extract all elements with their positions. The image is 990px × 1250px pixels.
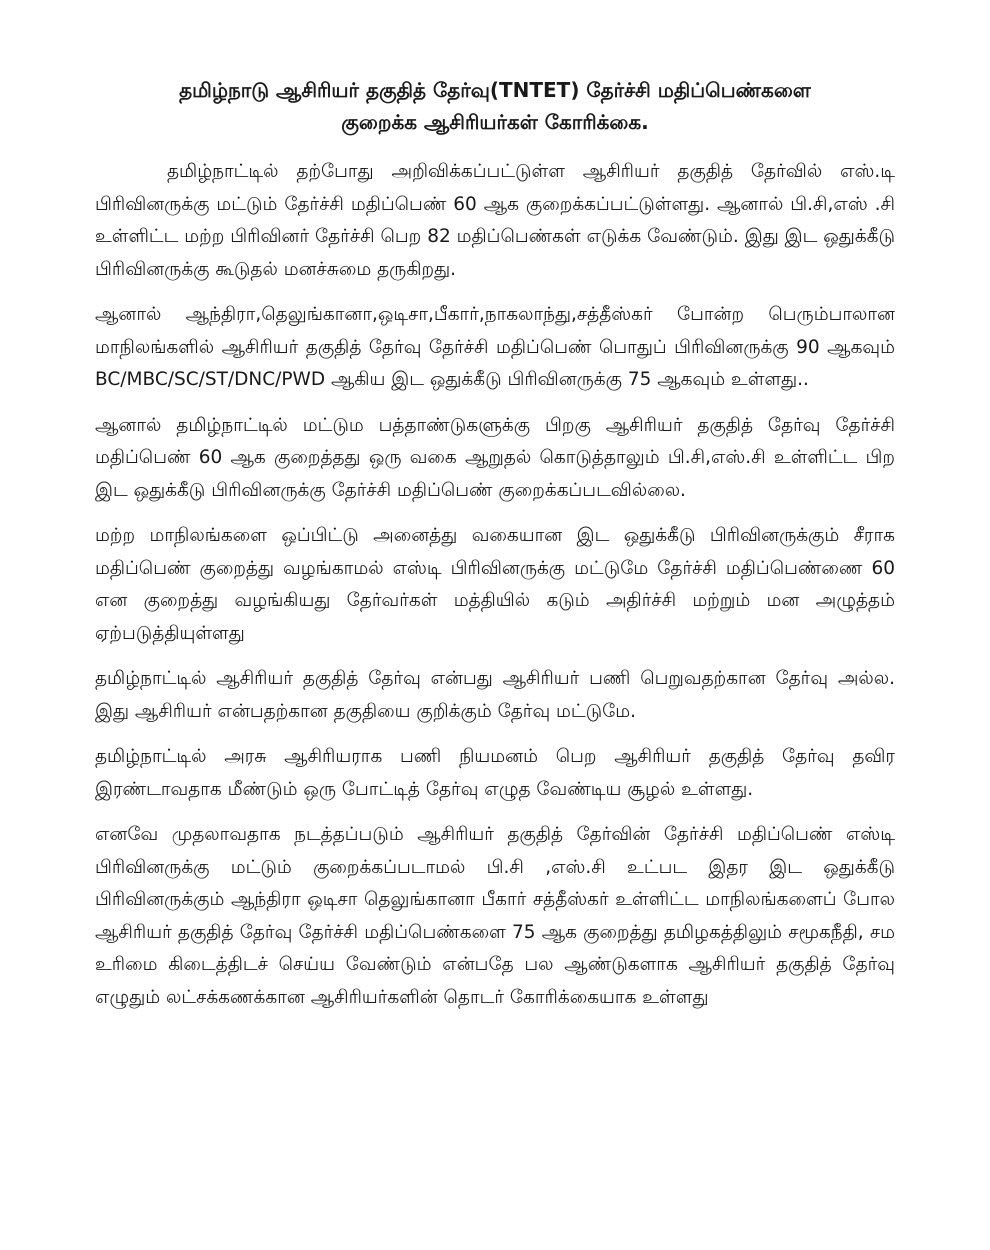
paragraph-4: மற்ற மாநிலங்களை ஒப்பிட்டு அனைத்து வகையான இட ஒதுக்கீடு பிரிவினருக்கும் சீராக மதிப்பெண் குறைத்து வழங்காமல் எஸ்டி பிரிவினருக்கு மட்டுமே தேர்ச்சி மதிப்பெண்ணை 60 என குறைத்து வழங்கியது தேர்வர்கள் மத்தியில் கடும் அதிர்ச்சி மற்றும் மன அழுத்தம் ஏற்படுத்தியுள்ளது	[95, 525, 895, 644]
paragraph-2: ஆனால் ஆந்திரா,தெலுங்கானா,ஒடிசா,பீகார்,நாகலாந்து,சத்தீஸ்கர் போன்ற பெரும்பாலான மாநிலங்களில் ஆசிரியர் தகுதித் தேர்வு தேர்ச்சி மதிப்பெண் பொதுப் பிரிவினருக்கு 90 ஆகவும் BC/MBC/SC/ST/DNC/PWD ஆகிய இட ஒதுக்கீடு பிரிவினருக்கு 75 ஆகவும் உள்ளது..	[95, 304, 895, 390]
paragraph-3: ஆனால் தமிழ்நாட்டில் மட்டும பத்தாண்டுகளுக்கு பிறகு ஆசிரியர் தகுதித் தேர்வு தேர்ச்சி மதிப்பெண் 60 ஆக குறைத்தது ஒரு வகை ஆறுதல் கொடுத்தாலும் பி.சி,எஸ்.சி உள்ளிட்ட பிற இட ஒதுக்கீடு பிரிவினருக்கு தேர்ச்சி மதிப்பெண் குறைக்கப்படவில்லை.	[95, 414, 895, 501]
title-line-1: தமிழ்நாடு ஆசிரியர் தகுதித் தேர்வு(TNTET) தேர்ச்சி மதிப்பெண்களை	[179, 78, 811, 102]
document-title	[95, 74, 895, 138]
paragraph-7: எனவே முதலாவதாக நடத்தப்படும் ஆசிரியர் தகுதித் தேர்வின் தேர்ச்சி மதிப்பெண் எஸ்டி பிரிவினருக்கு மட்டும் குறைக்கப்படாமல் பி.சி ,எஸ்.சி உட்பட இதர இட ஒதுக்கீடு பிரிவினருக்கும் ஆந்திரா ஒடிசா தெலுங்கானா பீகார் சத்தீஸ்கர் உள்ளிட்ட மாநிலங்களைப் போல ஆசிரியர் தகுதித் தேர்வு தேர்ச்சி மதிப்பெண்களை 75 ஆக குறைத்து தமிழகத்திலும் சமூகநீதி, சம உரிமை கிடைத்திடச் செய்ய வேண்டும் என்பதே பல ஆண்டுகளாக ஆசிரியர் தகுதித் தேர்வு எழுதும் லட்சக்கணக்கான ஆசிரியர்களின் தொடர் கோரிக்கையாக உள்ளது	[95, 824, 895, 1008]
paragraph-1: தமிழ்நாட்டில் தற்போது அறிவிக்கப்பட்டுள்ள ஆசிரியர் தகுதித் தேர்வில் எஸ்.டி பிரிவினருக்கு மட்டும் தேர்ச்சி மதிப்பெண் 60 ஆக குறைக்கப்பட்டுள்ளது. ஆனால் பி.சி,எஸ் .சி உள்ளிட்ட மற்ற பிரிவினர் தேர்ச்சி பெற 82 மதிப்பெண்கள் எடுக்க வேண்டும். இது இட ஒதுக்கீடு பிரிவினருக்கு கூடுதல் மனச்சுமை தருகிறது.	[95, 161, 895, 280]
title-line-2: குறைக்க ஆசிரியர்கள் கோரிக்கை.	[341, 110, 649, 134]
paragraph-5: தமிழ்நாட்டில் ஆசிரியர் தகுதித் தேர்வு என்பது ஆசிரியர் பணி பெறுவதற்கான தேர்வு அல்ல. இது ஆசிரியர் என்பதற்கான தகுதியை குறிக்கும் தேர்வு மட்டுமே.	[95, 668, 895, 722]
paragraph-6: தமிழ்நாட்டில் அரசு ஆசிரியராக பணி நியமனம் பெற ஆசிரியர் தகுதித் தேர்வு தவிர இரண்டாவதாக மீண்டும் ஒரு போட்டித் தேர்வு எழுத வேண்டிய சூழல் உள்ளது.	[95, 746, 895, 800]
